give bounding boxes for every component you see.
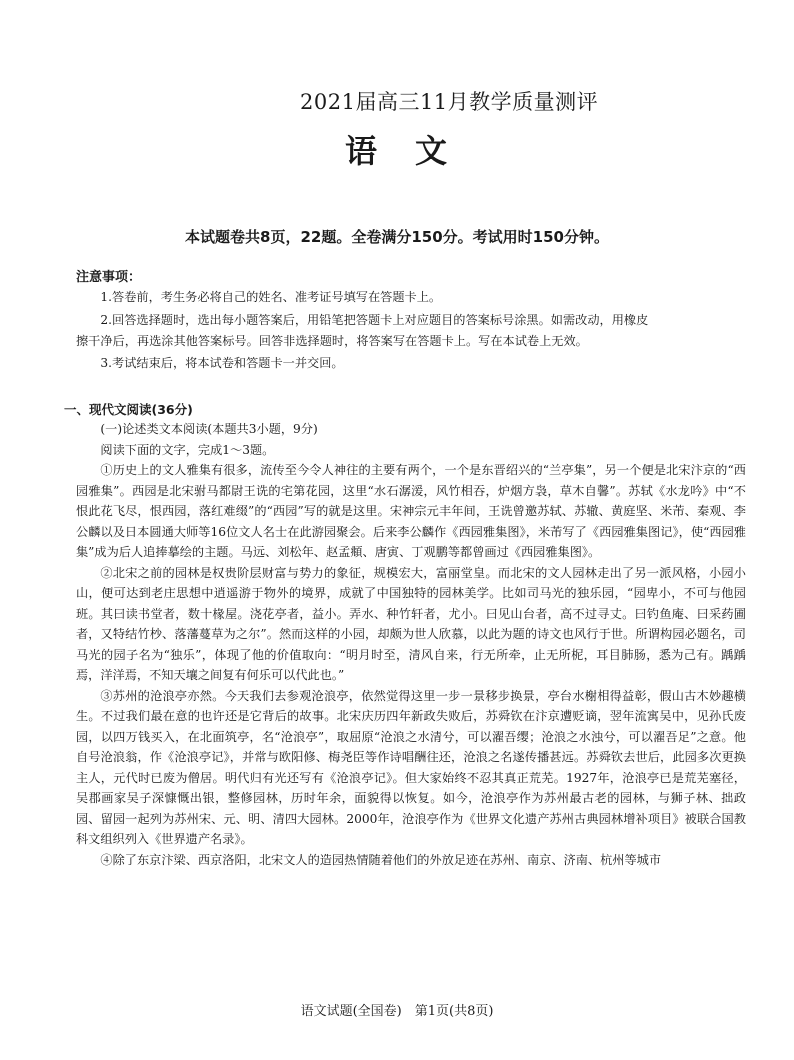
notice-item-1: 1.答卷前，考生务必将自己的姓名、准考证号填写在答题卡上。 xyxy=(100,290,442,304)
subject-name xyxy=(345,126,455,172)
exam-info: 本试题卷共8页，22题。全卷满分150分。考试用时150分钟。 xyxy=(185,228,609,246)
paragraph-3: ③苏州的沧浪亭亦然。今天我们去参观沧浪亭，依然觉得这里一步一景移步换景，亭台水榭相得益彰，假山古木妙趣横生。不过我们最在意的也许还是它背后的故事。北宋庆历四年新政失败后，苏舜钦在汴京遭贬谪，翌年流寓吴中，见孙氏废园，以四万钱买入，在北面筑亭，名“沧浪亭”，取屈原“沧浪之水清兮，可以濯吾缨；沧浪之水浊兮，可以濯吾足”之意。他自号沧浪翁，作《沧浪亭记》，并常与欧阳修、梅尧臣等作诗唱酬往还，沧浪之名遂传播甚远。苏舜钦去世后，此园多次更换主人，元代时已废为僧居。明代归有光还写有《沧浪亭记》。但大家始终不忍其真正荒芜。1927年，沧浪亭已是荒芜塞径，吴郡画家吴子深慷慨出银，整修园林，历时年余，面貌得以恢复。如今，沧浪亭作为苏州最古老的园林，与狮子林、拙政园、留园一起列为苏州宋、元、明、清四大园林。2000年，沧浪亭作为《世界文化遗产苏州古典园林增补项目》被联合国教科文组织列入《世界遗产名录》。 xyxy=(76,688,746,846)
paragraph-4: ④除了东京汴梁、西京洛阳，北宋文人的造园热情随着他们的外放足迹在苏州、南京、济南、杭州等城市 xyxy=(100,852,662,867)
paragraph-1: ①历史上的文人雅集有很多，流传至今令人神往的主要有两个，一个是东晋绍兴的“兰亭集”，另一个便是北宋汴京的“西园雅集”。西园是北宋驸马都尉王诜的宅第花园，这里“水石潺湲，风竹相吞，炉烟方袅，草木自馨”。苏轼《水龙吟》中“不恨此花飞尽，恨西园，落红难缀”的“西园”写的就是这里。宋神宗元丰年间，王诜曾邀苏轼、苏辙、黄庭坚、米芾、秦观、李公麟以及日本圆通大师等16位文人名士在此游园聚会。后来李公麟作《西园雅集图》，米芾写了《西园雅集图记》，使“西园雅集”成为后人追捧摹绘的主题。马远、刘松年、赵孟頫、唐寅、丁观鹏等都曾画过《西园雅集图》。 xyxy=(76,463,746,559)
subject-char-1: 语 xyxy=(345,132,386,170)
subject-char-2: 文 xyxy=(415,132,456,170)
reading-instruction: 阅读下面的文字，完成1～3题。 xyxy=(100,442,275,457)
page-footer: 语文试题(全国卷) 第1页(共8页) xyxy=(300,1004,494,1019)
section-heading: 一、现代文阅读(36分) xyxy=(64,402,193,417)
notice-heading: 注意事项： xyxy=(76,270,142,285)
notice-item-3: 3.考试结束后，将本试卷和答题卡一并交回。 xyxy=(100,356,344,370)
notice-item-2: 2.回答选择题时，选出每小题答案后，用铅笔把答题卡上对应题目的答案标号涂黑。如需改动，用橡皮 xyxy=(100,313,649,327)
reading-passage xyxy=(76,419,746,870)
exam-title: 2021届高三11月教学质量测评 xyxy=(300,90,599,114)
paragraph-2: ②北宋之前的园林是权贵阶层财富与势力的象征，规模宏大，富丽堂皇。而北宋的文人园林走出了另一派风格，小园小山，便可达到老庄思想中逍遥游于物外的境界，成就了中国独特的园林美学。比如司马光的独乐园，“园卑小，不可与他园班。其曰读书堂者，数十椽屋。浇花亭者，益小。弄水、种竹轩者，尤小。曰见山台者，高不过寻丈。曰钓鱼庵、曰采药圃者，又特结竹杪、落藩蔓草为之尔”。然而这样的小园，却颇为世人欣慕，以此为题的诗文也风行于世。所谓构园必题名，司马光的园子名为“独乐”，体现了他的价值取向：“明月时至，清风自来，行无所牵，止无所柅，耳目肺肠，悉为己有。踽踽焉，洋洋焉，不知天壤之间复有何乐可以代此也。” xyxy=(76,565,746,682)
sub-section-heading: (一)论述类文本阅读(本题共3小题，9分) xyxy=(100,422,318,436)
notice-item-2-cont: 擦干净后，再选涂其他答案标号。回答非选择题时，将答案写在答题卡上。写在本试卷上无效。 xyxy=(76,334,588,348)
